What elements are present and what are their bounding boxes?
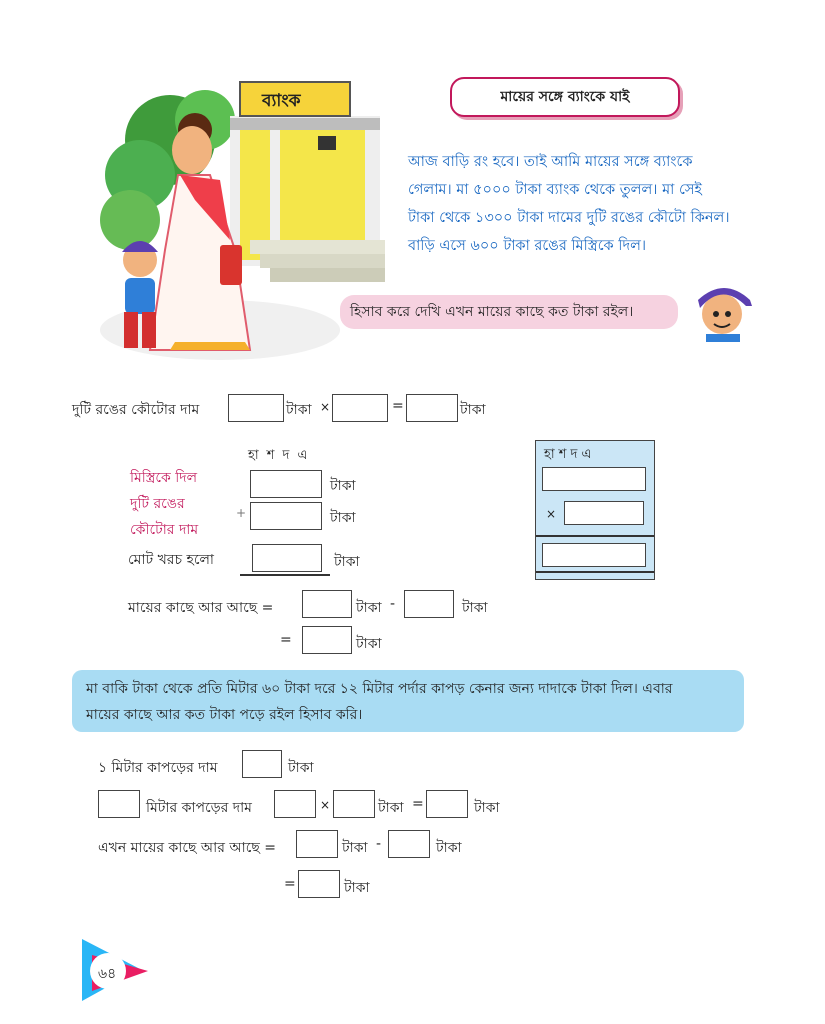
minus-sign: -: [376, 836, 382, 852]
unit-label: টাকা: [356, 600, 382, 616]
place-value-header: হা শ দ এ: [544, 447, 592, 462]
story-line: বাড়ি এসে ৬০০ টাকা রঙের মিস্ত্রিকে দিল।: [408, 238, 647, 254]
word-problem-panel: [72, 670, 744, 732]
remain-result[interactable]: [302, 626, 352, 654]
one-meter-price-input[interactable]: [242, 750, 282, 778]
unit-label: টাকা: [474, 800, 500, 816]
plus-sign: +: [236, 506, 247, 520]
total-cost-label: মোট খরচ হলো: [128, 552, 214, 568]
speech-bubble: হিসাব করে দেখি এখন মায়ের কাছে কত টাকা রইল।: [340, 295, 678, 329]
paint-price-input-1[interactable]: [228, 394, 284, 422]
page-number: ৬৪: [98, 966, 117, 982]
meters-input[interactable]: [98, 790, 140, 818]
story-line: আজ বাড়ি রং হবে। তাই আমি মায়ের সঙ্গে ব্যাংকে: [408, 154, 693, 170]
multiply-line: [536, 535, 654, 537]
paint-price-result[interactable]: [406, 394, 458, 422]
now-remain-result[interactable]: [298, 870, 340, 898]
times-sign: ×: [546, 507, 557, 521]
now-remain-input-2[interactable]: [388, 830, 430, 858]
remain-input-2[interactable]: [404, 590, 454, 618]
remain-input-1[interactable]: [302, 590, 352, 618]
meter-price-input-1[interactable]: [274, 790, 316, 818]
mason-paid-label: মিস্ত্রিকে দিল: [130, 470, 198, 486]
multiply-input-2[interactable]: [564, 501, 644, 525]
meter-price-label: মিটার কাপড়ের দাম: [146, 800, 252, 816]
unit-label: টাকা: [356, 636, 382, 652]
bank-sign-text: ব্যাংক: [262, 91, 301, 111]
total-cost-input[interactable]: [252, 544, 322, 572]
multiply-bottom-line: [536, 571, 654, 573]
unit-label: টাকা: [330, 478, 356, 494]
unit-label: টাকা: [378, 800, 404, 816]
story-line: টাকা থেকে ১৩০০ টাকা দামের দুটি রঙের কৌটো কিনল।: [408, 210, 730, 226]
story-text: [408, 148, 763, 260]
story-line: গেলাম। মা ৫০০০ টাকা ব্যাংক থেকে তুলল। মা সেই: [408, 182, 702, 198]
boy-face-illustration: [690, 278, 756, 342]
unit-label: টাকা: [436, 840, 462, 856]
unit-label: টাকা: [330, 510, 356, 526]
equals-sign: =: [392, 398, 404, 414]
panel-line: মা বাকি টাকা থেকে প্রতি মিটার ৬০ টাকা দরে ১২ মিটার পর্দার কাপড় কেনার জন্য দাদাকে টাকা দিল। এবার: [86, 681, 673, 697]
remain-label: মায়ের কাছে আর আছে =: [128, 600, 274, 616]
unit-label: টাকা: [342, 840, 368, 856]
equals-sign: =: [284, 876, 296, 892]
total-line: [240, 574, 330, 576]
unit-label: টাকা: [288, 760, 314, 776]
multiplication-panel: [535, 440, 655, 580]
now-remain-label: এখন মায়ের কাছে আর আছে =: [98, 840, 277, 856]
minus-sign: -: [390, 596, 396, 612]
sum-input-2[interactable]: [250, 502, 322, 530]
meter-price-result[interactable]: [426, 790, 468, 818]
paint-cans-label-2: কৌটোর দাম: [130, 522, 199, 538]
equals-sign: =: [280, 632, 292, 648]
sum-input-1[interactable]: [250, 470, 322, 498]
place-value-header: হা শ দ এ: [248, 448, 310, 463]
panel-line: মায়ের কাছে আর কত টাকা পড়ে রইল হিসাব করি।: [86, 707, 363, 723]
paint-cans-label-1: দুটি রঙের: [130, 496, 185, 512]
unit-label: টাকা: [344, 880, 370, 896]
equals-sign: =: [412, 796, 424, 812]
unit-label: টাকা: [462, 600, 488, 616]
meter-price-input-2[interactable]: [333, 790, 375, 818]
unit-label: টাকা: [286, 402, 312, 418]
multiply-result[interactable]: [542, 543, 646, 567]
multiply-input-1[interactable]: [542, 467, 646, 491]
paint-price-input-2[interactable]: [332, 394, 388, 422]
times-sign: ×: [320, 798, 331, 812]
unit-label: টাকা: [334, 554, 360, 570]
times-sign: ×: [320, 400, 331, 414]
unit-label: টাকা: [460, 402, 486, 418]
now-remain-input-1[interactable]: [296, 830, 338, 858]
page-title: মায়ের সঙ্গে ব্যাংকে যাই: [450, 77, 680, 117]
one-meter-price-label: ১ মিটার কাপড়ের দাম: [98, 760, 218, 776]
paint-price-label: দুটি রঙের কৌটোর দাম: [72, 402, 200, 418]
